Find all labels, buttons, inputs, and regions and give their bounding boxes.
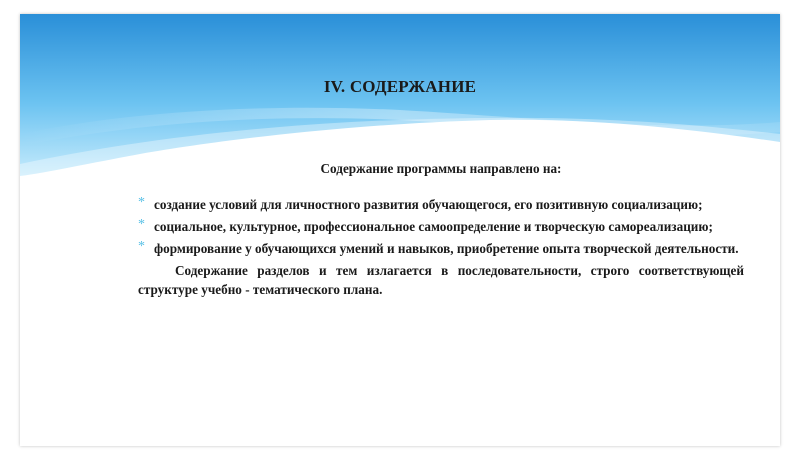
list-item bbox=[138, 195, 744, 214]
list-item bbox=[138, 239, 744, 258]
bullet-text: социальное, культурное, профессиональное самоопределение и творческую самореализацию; bbox=[154, 219, 713, 234]
asterisk-bullet-icon: * bbox=[138, 195, 145, 210]
bullet-text: создание условий для личностного развития обучающегося, его позитивную социализацию; bbox=[154, 197, 703, 212]
asterisk-bullet-icon: * bbox=[138, 239, 145, 254]
slide-title: IV. СОДЕРЖАНИЕ bbox=[323, 77, 477, 96]
bullet-text: формирование у обучающихся умений и навыков, приобретение опыта творческой деятельности. bbox=[154, 241, 739, 256]
slide bbox=[20, 14, 780, 446]
closing-paragraph: Содержание разделов и тем излагается в последовательности, строго соответствующей структуре учебно - тематического плана. bbox=[138, 263, 744, 297]
bullet-list bbox=[138, 195, 744, 258]
asterisk-bullet-icon: * bbox=[138, 217, 145, 232]
list-item bbox=[138, 217, 744, 236]
content-block bbox=[138, 159, 744, 299]
content-subtitle: Содержание программы направлено на: bbox=[320, 161, 562, 176]
